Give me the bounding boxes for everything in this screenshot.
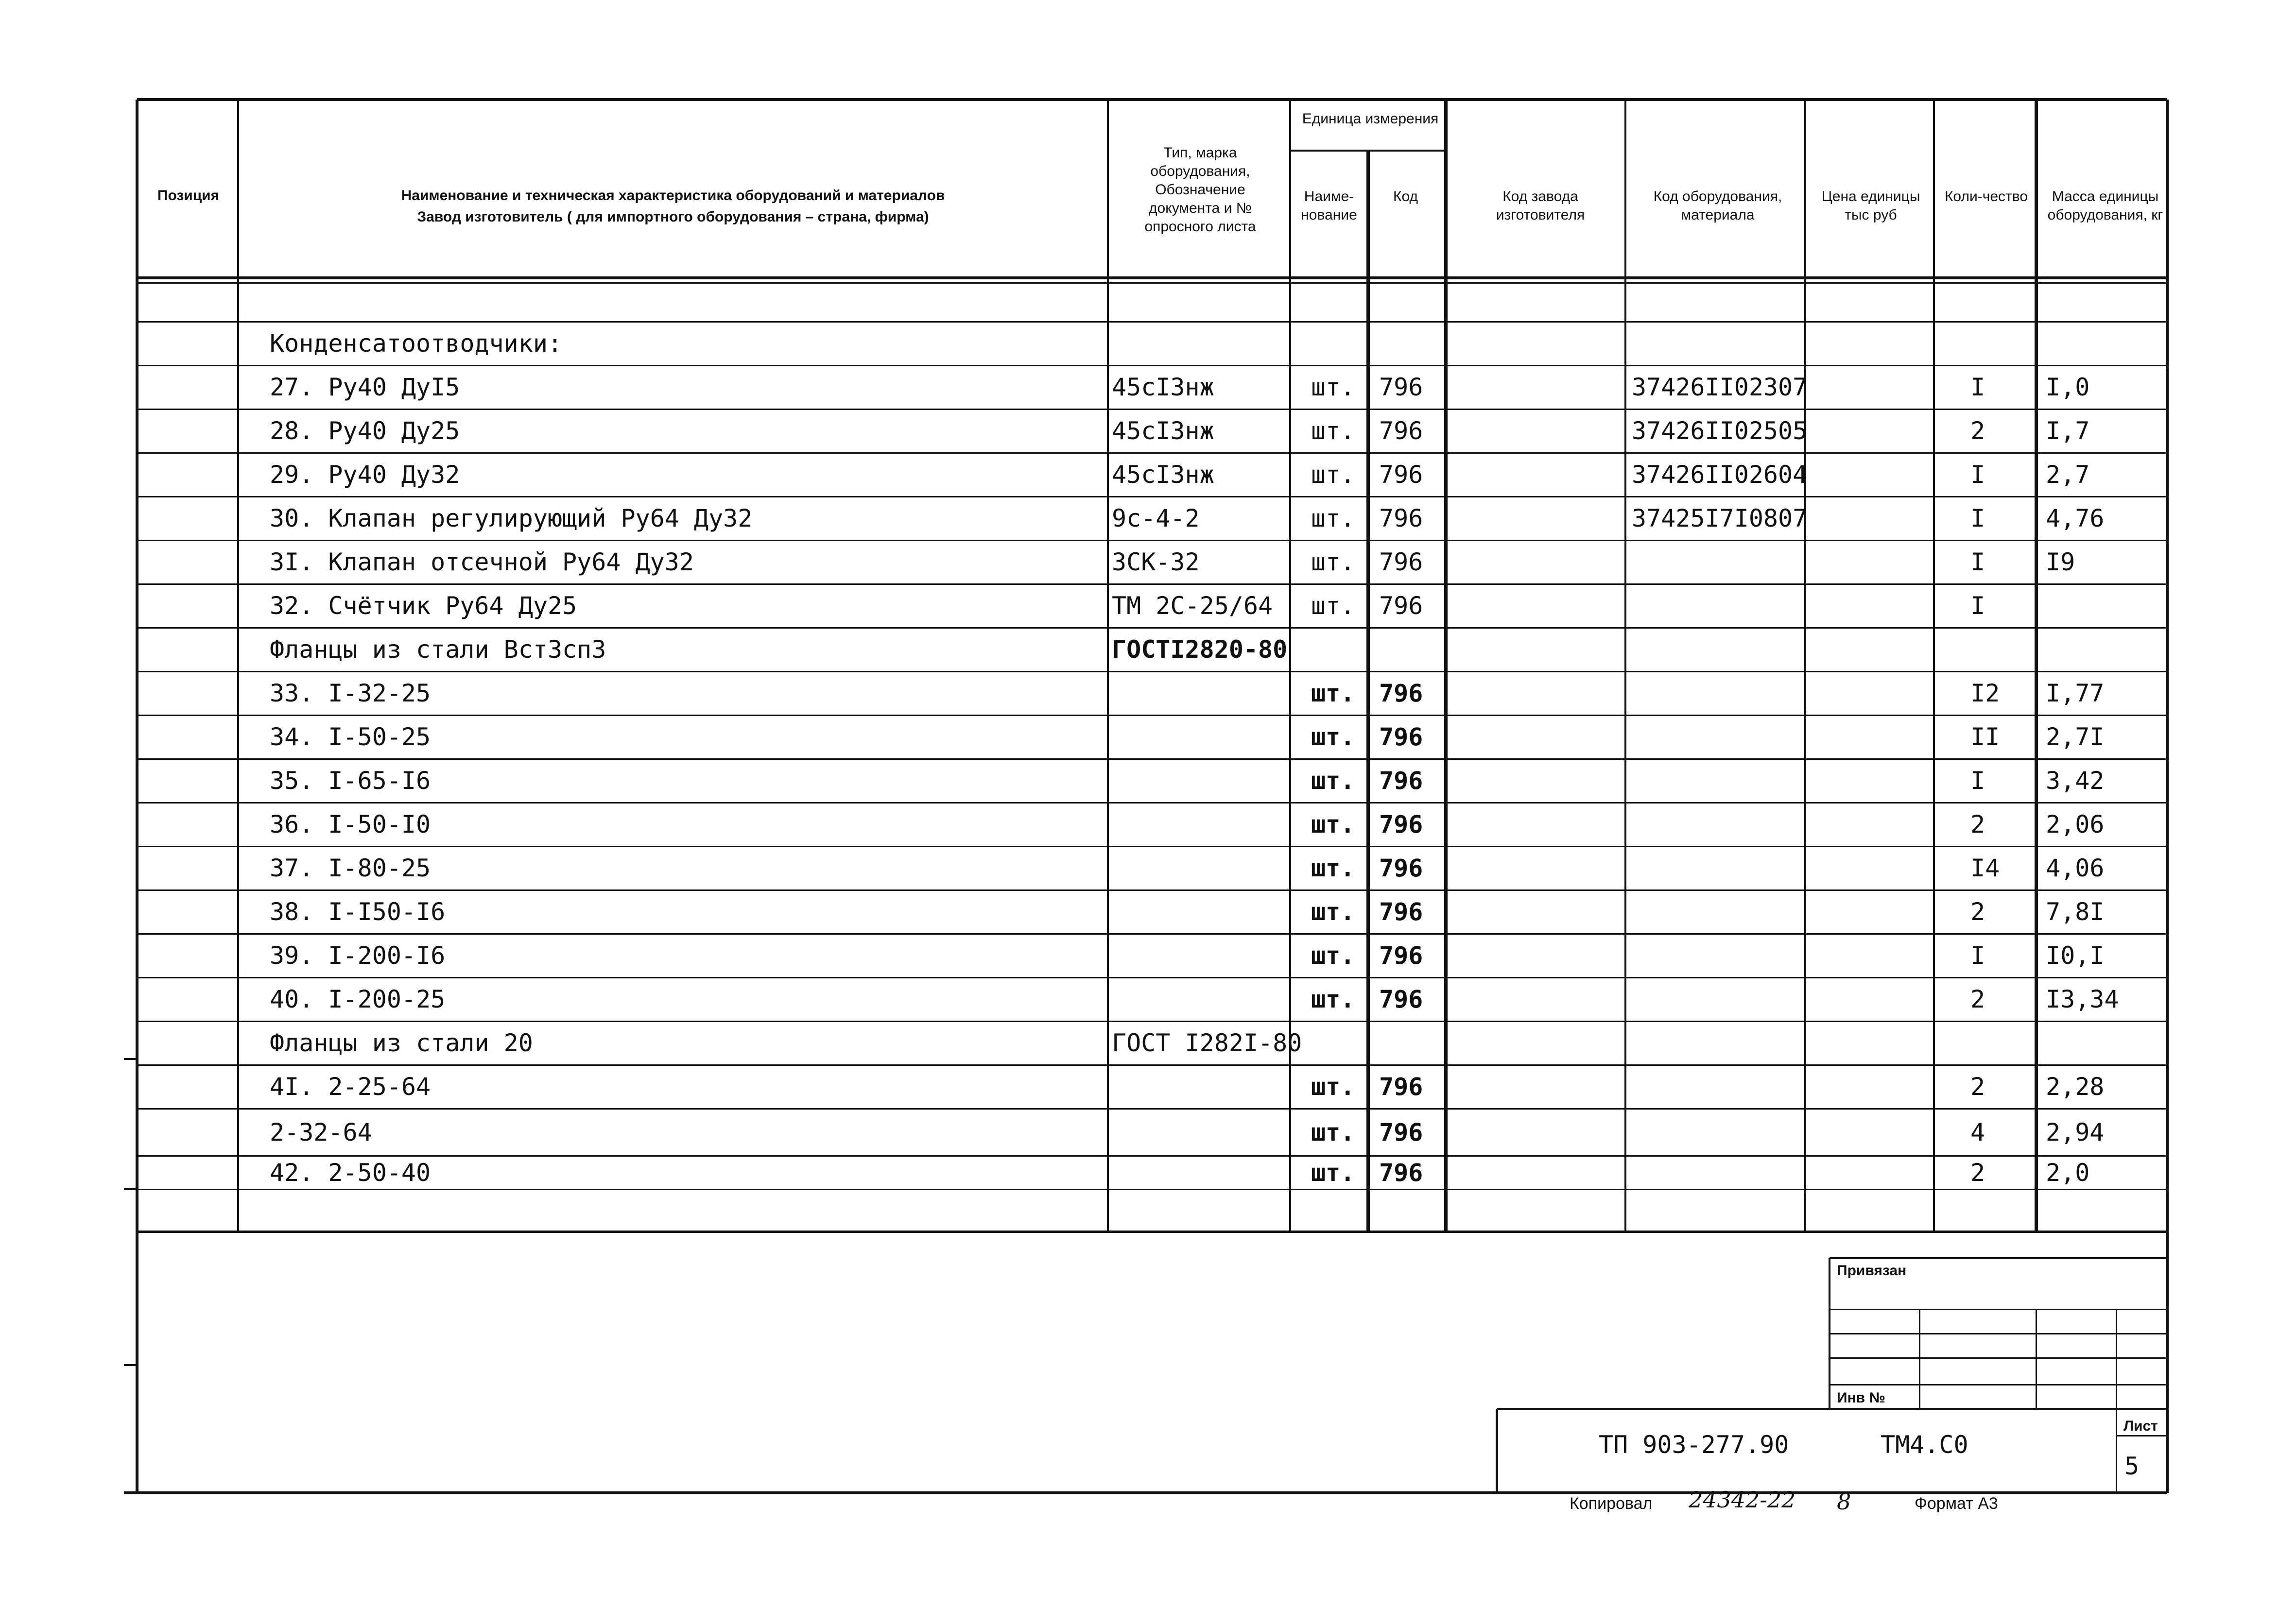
cell-unit: шт. xyxy=(1311,985,1355,1013)
cell-name: 42. 2-50-40 xyxy=(270,1158,431,1187)
cell-name: 32. Счётчик Ру64 Ду25 xyxy=(270,592,577,620)
cell-mass: 2,7I xyxy=(2046,723,2105,751)
header-unit-name: Наиме-нование xyxy=(1301,188,1357,223)
header-name-line2: Завод изготовитель ( для импортного оборудования – страна, фирма) xyxy=(417,209,929,225)
cell-quantity: I2 xyxy=(1970,679,2000,707)
column-line xyxy=(1624,100,1626,1231)
cell-unit: шт. xyxy=(1311,1118,1355,1146)
cell-code: 796 xyxy=(1379,767,1423,795)
margin-tick xyxy=(124,1364,137,1366)
column-line xyxy=(2035,100,2038,1231)
cell-unit: шт. xyxy=(1311,1073,1355,1101)
cell-mass: I,0 xyxy=(2046,373,2090,401)
header-price: Цена единицы тыс руб xyxy=(1821,188,1920,223)
column-line xyxy=(1933,100,1935,1231)
cell-name: Конденсатоотводчики: xyxy=(270,329,563,358)
cell-quantity: 2 xyxy=(1970,1073,1985,1101)
header-name-line1: Наименование и техническая характеристика оборудований и материалов xyxy=(401,188,945,204)
cell-mass: I,77 xyxy=(2046,679,2105,707)
cell-type: ГОСТI2820-80 xyxy=(1112,635,1288,664)
column-line xyxy=(1107,100,1109,1231)
cell-unit: шт. xyxy=(1311,898,1355,926)
cell-unit: шт. xyxy=(1311,592,1355,620)
cell-code: 796 xyxy=(1379,504,1423,532)
cell-type: ГОСТ I282I-80 xyxy=(1112,1029,1302,1057)
row-line xyxy=(137,1021,2167,1022)
row-line xyxy=(137,671,2167,672)
cell-type: 45сI3нж xyxy=(1112,373,1214,401)
row-line xyxy=(137,409,2167,410)
cell-code: 796 xyxy=(1379,1073,1423,1101)
header-mass: Масса единицы оборудования, кг xyxy=(2047,188,2163,223)
cell-name: 2-32-64 xyxy=(270,1118,372,1146)
cell-quantity: I4 xyxy=(1970,854,2000,882)
copy-sheet: 8 xyxy=(1837,1488,1851,1515)
cell-code: 796 xyxy=(1379,373,1423,401)
column-line xyxy=(1804,100,1806,1231)
stamp-line xyxy=(2036,1309,2037,1409)
row-line xyxy=(137,452,2167,454)
format-label: Формат А3 xyxy=(1915,1494,1998,1513)
stamp-linked-label: Привязан xyxy=(1837,1263,1907,1279)
row-line xyxy=(137,758,2167,760)
header-unit-code: Код xyxy=(1393,188,1418,205)
cell-code: 796 xyxy=(1379,941,1423,970)
frame-bottom xyxy=(124,1491,2167,1494)
cell-quantity: 2 xyxy=(1970,985,1985,1013)
column-line xyxy=(1366,151,1370,1231)
row-line xyxy=(137,1189,2167,1190)
stamp-line xyxy=(1496,1409,1498,1493)
cell-name: 36. I-50-I0 xyxy=(270,810,431,838)
cell-mass: 2,94 xyxy=(2046,1118,2105,1146)
cell-name: Фланцы из стали ВстЗсп3 xyxy=(270,635,606,664)
cell-name: 34. I-50-25 xyxy=(270,723,431,751)
stamp-line xyxy=(1830,1257,2167,1259)
cell-mass: 2,7 xyxy=(2046,461,2090,489)
header-factory-code: Код завода изготовителя xyxy=(1496,188,1585,223)
cell-mass: I3,34 xyxy=(2046,985,2119,1013)
cell-quantity: I xyxy=(1970,548,1985,576)
margin-tick xyxy=(124,1058,137,1060)
row-line xyxy=(137,540,2167,541)
cell-quantity: I xyxy=(1970,941,1985,970)
stamp-inv-label: Инв № xyxy=(1837,1390,1885,1406)
margin-tick xyxy=(124,1188,137,1190)
stamp-line xyxy=(2116,1309,2117,1493)
copied-label: Копировал xyxy=(1570,1494,1653,1513)
cell-code: 796 xyxy=(1379,679,1423,707)
cell-name: Фланцы из стали 20 xyxy=(270,1029,533,1057)
cell-code: 796 xyxy=(1379,417,1423,445)
cell-code: 796 xyxy=(1379,810,1423,838)
cell-unit: шт. xyxy=(1311,548,1355,576)
cell-quantity: 2 xyxy=(1970,898,1985,926)
cell-name: 38. I-I50-I6 xyxy=(270,898,446,926)
cell-mass: 4,76 xyxy=(2046,504,2105,532)
row-line xyxy=(137,715,2167,716)
stamp-line xyxy=(1919,1309,1920,1409)
cell-mass: 2,28 xyxy=(2046,1073,2105,1101)
cell-code: 796 xyxy=(1379,592,1423,620)
cell-mass: 2,06 xyxy=(2046,810,2105,838)
row-line xyxy=(137,846,2167,847)
cell-name: 33. I-32-25 xyxy=(270,679,431,707)
cell-mass: 4,06 xyxy=(2046,854,2105,882)
cell-unit: шт. xyxy=(1311,461,1355,489)
document-code: ТП 903-277.90 xyxy=(1599,1431,1789,1459)
cell-equipment-code: 37426II02604 xyxy=(1632,461,1808,489)
cell-code: 796 xyxy=(1379,898,1423,926)
cell-name: 39. I-200-I6 xyxy=(270,941,446,970)
header-bottom-line xyxy=(137,276,2167,279)
cell-type: 9с-4-2 xyxy=(1112,504,1200,532)
row-line xyxy=(137,1155,2167,1157)
cell-name: 37. I-80-25 xyxy=(270,854,431,882)
cell-unit: шт. xyxy=(1311,504,1355,532)
sheet-label: Лист xyxy=(2123,1418,2158,1434)
cell-quantity: I xyxy=(1970,461,1985,489)
sheet-number: 5 xyxy=(2124,1452,2140,1480)
column-line xyxy=(1289,100,1291,1231)
stamp-line xyxy=(1497,1408,2167,1410)
cell-mass: I9 xyxy=(2046,548,2075,576)
cell-code: 796 xyxy=(1379,723,1423,751)
cell-name: 28. Ру40 Ду25 xyxy=(270,417,460,445)
copy-number: 24342-22 xyxy=(1689,1487,1796,1513)
cell-unit: шт. xyxy=(1311,679,1355,707)
cell-mass: I,7 xyxy=(2046,417,2090,445)
cell-quantity: 2 xyxy=(1970,1158,1985,1187)
row-line xyxy=(137,365,2167,366)
cell-unit: шт. xyxy=(1311,1158,1355,1187)
cell-code: 796 xyxy=(1379,1118,1423,1146)
row-line xyxy=(137,977,2167,978)
column-line xyxy=(1444,100,1448,1231)
row-line xyxy=(137,1108,2167,1110)
cell-code: 796 xyxy=(1379,461,1423,489)
cell-equipment-code: 37426II02505 xyxy=(1632,417,1808,445)
cell-type: 45сI3нж xyxy=(1112,461,1214,489)
cell-name: 40. I-200-25 xyxy=(270,985,446,1013)
cell-unit: шт. xyxy=(1311,417,1355,445)
cell-name: 35. I-65-I6 xyxy=(270,767,431,795)
frame-top xyxy=(137,98,2167,101)
cell-unit: шт. xyxy=(1311,767,1355,795)
frame-right xyxy=(2166,100,2169,1493)
row-line xyxy=(137,933,2167,935)
cell-quantity: I xyxy=(1970,504,1985,532)
cell-name: 27. Ру40 ДуI5 xyxy=(270,373,460,401)
cell-quantity: I xyxy=(1970,373,1985,401)
row-line xyxy=(137,1064,2167,1066)
cell-mass: I0,I xyxy=(2046,941,2105,970)
cell-quantity: 2 xyxy=(1970,417,1985,445)
frame-left xyxy=(136,100,138,1493)
cell-unit: шт. xyxy=(1311,723,1355,751)
row-line xyxy=(137,627,2167,629)
table-bottom-line xyxy=(137,1231,2167,1233)
cell-quantity: 4 xyxy=(1970,1118,1985,1146)
cell-name: 4I. 2-25-64 xyxy=(270,1073,431,1101)
cell-code: 796 xyxy=(1379,1158,1423,1187)
row-line xyxy=(137,496,2167,497)
row-line xyxy=(137,583,2167,585)
document-mark: ТМ4.С0 xyxy=(1881,1431,1968,1459)
header-position: Позиция xyxy=(157,188,220,204)
header-type-mark: Тип, марка оборудования, Обозначение документа и № опросного листа xyxy=(1144,145,1256,235)
row-line xyxy=(137,321,2167,323)
cell-unit: шт. xyxy=(1311,941,1355,970)
cell-code: 796 xyxy=(1379,548,1423,576)
column-line xyxy=(237,100,239,1231)
header-quantity: Коли-чество xyxy=(1944,188,2028,205)
cell-quantity: II xyxy=(1970,723,2000,751)
cell-type: 3СК-32 xyxy=(1112,548,1200,576)
cell-name: 3I. Клапан отсечной Ру64 Ду32 xyxy=(270,548,694,576)
cell-quantity: I xyxy=(1970,767,1985,795)
row-line xyxy=(137,802,2167,804)
row-line xyxy=(137,889,2167,891)
cell-mass: 3,42 xyxy=(2046,767,2105,795)
cell-code: 796 xyxy=(1379,854,1423,882)
header-unit-group: Единица измерения xyxy=(1302,111,1439,127)
cell-mass: 7,8I xyxy=(2046,898,2105,926)
cell-equipment-code: 37425I7I0807 xyxy=(1632,504,1808,532)
cell-name: 29. Ру40 Ду32 xyxy=(270,461,460,489)
cell-type: ТМ 2С-25/64 xyxy=(1112,592,1273,620)
cell-name: 30. Клапан регулирующий Ру64 Ду32 xyxy=(270,504,753,532)
row-line xyxy=(137,282,2167,284)
cell-type: 45сI3нж xyxy=(1112,417,1214,445)
cell-equipment-code: 37426II02307 xyxy=(1632,373,1808,401)
cell-unit: шт. xyxy=(1311,373,1355,401)
cell-code: 796 xyxy=(1379,985,1423,1013)
cell-mass: 2,0 xyxy=(2046,1158,2090,1187)
cell-unit: шт. xyxy=(1311,854,1355,882)
header-equipment-code: Код оборудования, материала xyxy=(1653,188,1782,223)
cell-quantity: I xyxy=(1970,592,1985,620)
cell-quantity: 2 xyxy=(1970,810,1985,838)
cell-unit: шт. xyxy=(1311,810,1355,838)
